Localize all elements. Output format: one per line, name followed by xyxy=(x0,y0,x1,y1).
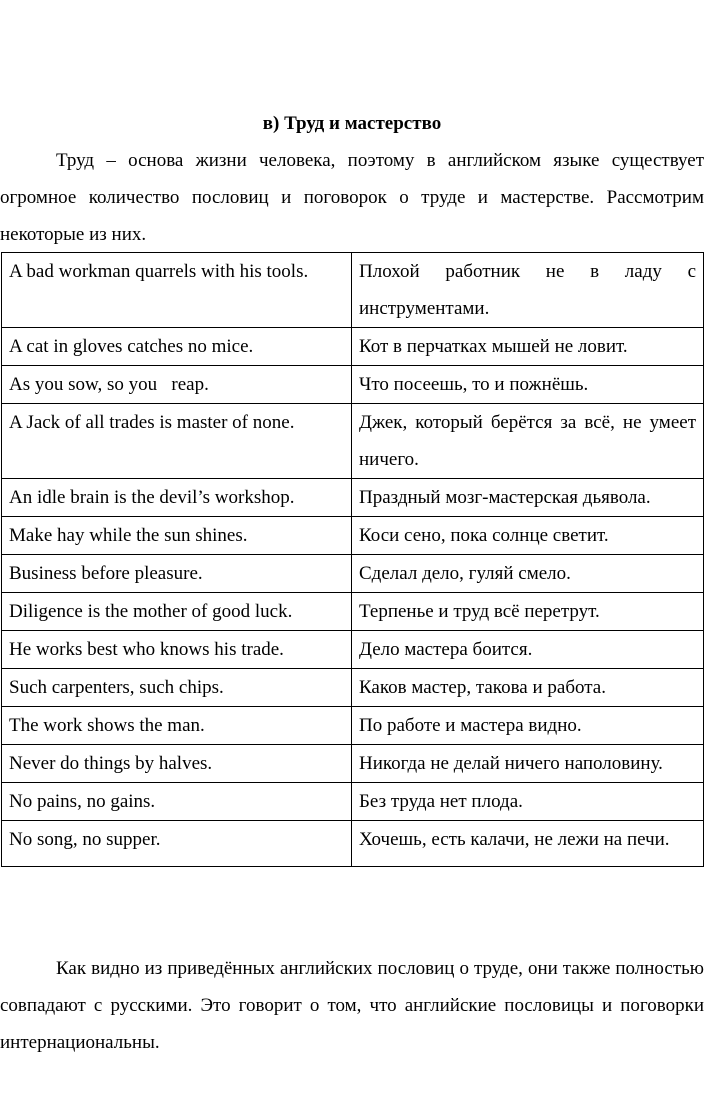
table-row xyxy=(2,366,704,404)
table-row xyxy=(2,669,704,707)
proverb-english: Business before pleasure. xyxy=(2,555,352,593)
proverb-english: Diligence is the mother of good luck. xyxy=(2,593,352,631)
proverb-english: Never do things by halves. xyxy=(2,745,352,783)
proverb-russian: Кот в перчатках мышей не ловит. xyxy=(352,328,704,366)
proverb-russian: Коси сено, пока солнце светит. xyxy=(352,517,704,555)
intro-paragraph: Труд – основа жизни человека, поэтому в английском языке существует огромное количество пословиц и поговорок о труде и мастерстве. Рассмотрим некоторые из них. xyxy=(0,150,704,245)
table-row xyxy=(2,783,704,821)
table-row xyxy=(2,479,704,517)
proverb-russian: Никогда не делай ничего наполовину. xyxy=(352,745,704,783)
proverb-english: A cat in gloves catches no mice. xyxy=(2,328,352,366)
table-row xyxy=(2,555,704,593)
proverb-english: No song, no supper. xyxy=(2,821,352,867)
table-row xyxy=(2,328,704,366)
table-row xyxy=(2,593,704,631)
proverbs-table xyxy=(1,252,704,867)
proverb-russian: Что посеешь, то и пожнёшь. xyxy=(352,366,704,404)
proverb-english: An idle brain is the devil’s workshop. xyxy=(2,479,352,517)
section-heading: в) Труд и мастерство xyxy=(262,113,442,134)
proverb-english: A bad workman quarrels with his tools. xyxy=(2,253,352,328)
table-row xyxy=(2,821,704,867)
proverb-russian: По работе и мастера видно. xyxy=(352,707,704,745)
proverb-russian: Каков мастер, такова и работа. xyxy=(352,669,704,707)
table-row xyxy=(2,253,704,328)
table-row xyxy=(2,404,704,479)
proverb-english: He works best who knows his trade. xyxy=(2,631,352,669)
proverb-english: A Jack of all trades is master of none. xyxy=(2,404,352,479)
proverb-russian: Сделал дело, гуляй смело. xyxy=(352,555,704,593)
proverb-russian: Плохой работник не в ладу с инструментами. xyxy=(352,253,704,328)
proverb-english: Such carpenters, such chips. xyxy=(2,669,352,707)
proverb-russian: Дело мастера боится. xyxy=(352,631,704,669)
conclusion-paragraph: Как видно из приведённых английских пословиц о труде, они также полностью совпадают с русскими. Это говорит о том, что английские пословицы и поговорки интернациональны. xyxy=(0,958,704,1053)
proverb-russian: Без труда нет плода. xyxy=(352,783,704,821)
proverb-russian: Хочешь, есть калачи, не лежи на печи. xyxy=(352,821,704,867)
proverb-russian: Терпенье и труд всё перетрут. xyxy=(352,593,704,631)
proverb-russian: Джек, который берётся за всё, не умеет ничего. xyxy=(352,404,704,479)
table-row xyxy=(2,631,704,669)
table-row xyxy=(2,707,704,745)
proverb-english: The work shows the man. xyxy=(2,707,352,745)
proverb-russian: Праздный мозг-мастерская дьявола. xyxy=(352,479,704,517)
proverb-english: As you sow, so you reap. xyxy=(2,366,352,404)
table-row xyxy=(2,517,704,555)
proverb-english: Make hay while the sun shines. xyxy=(2,517,352,555)
proverb-english: No pains, no gains. xyxy=(2,783,352,821)
table-row xyxy=(2,745,704,783)
